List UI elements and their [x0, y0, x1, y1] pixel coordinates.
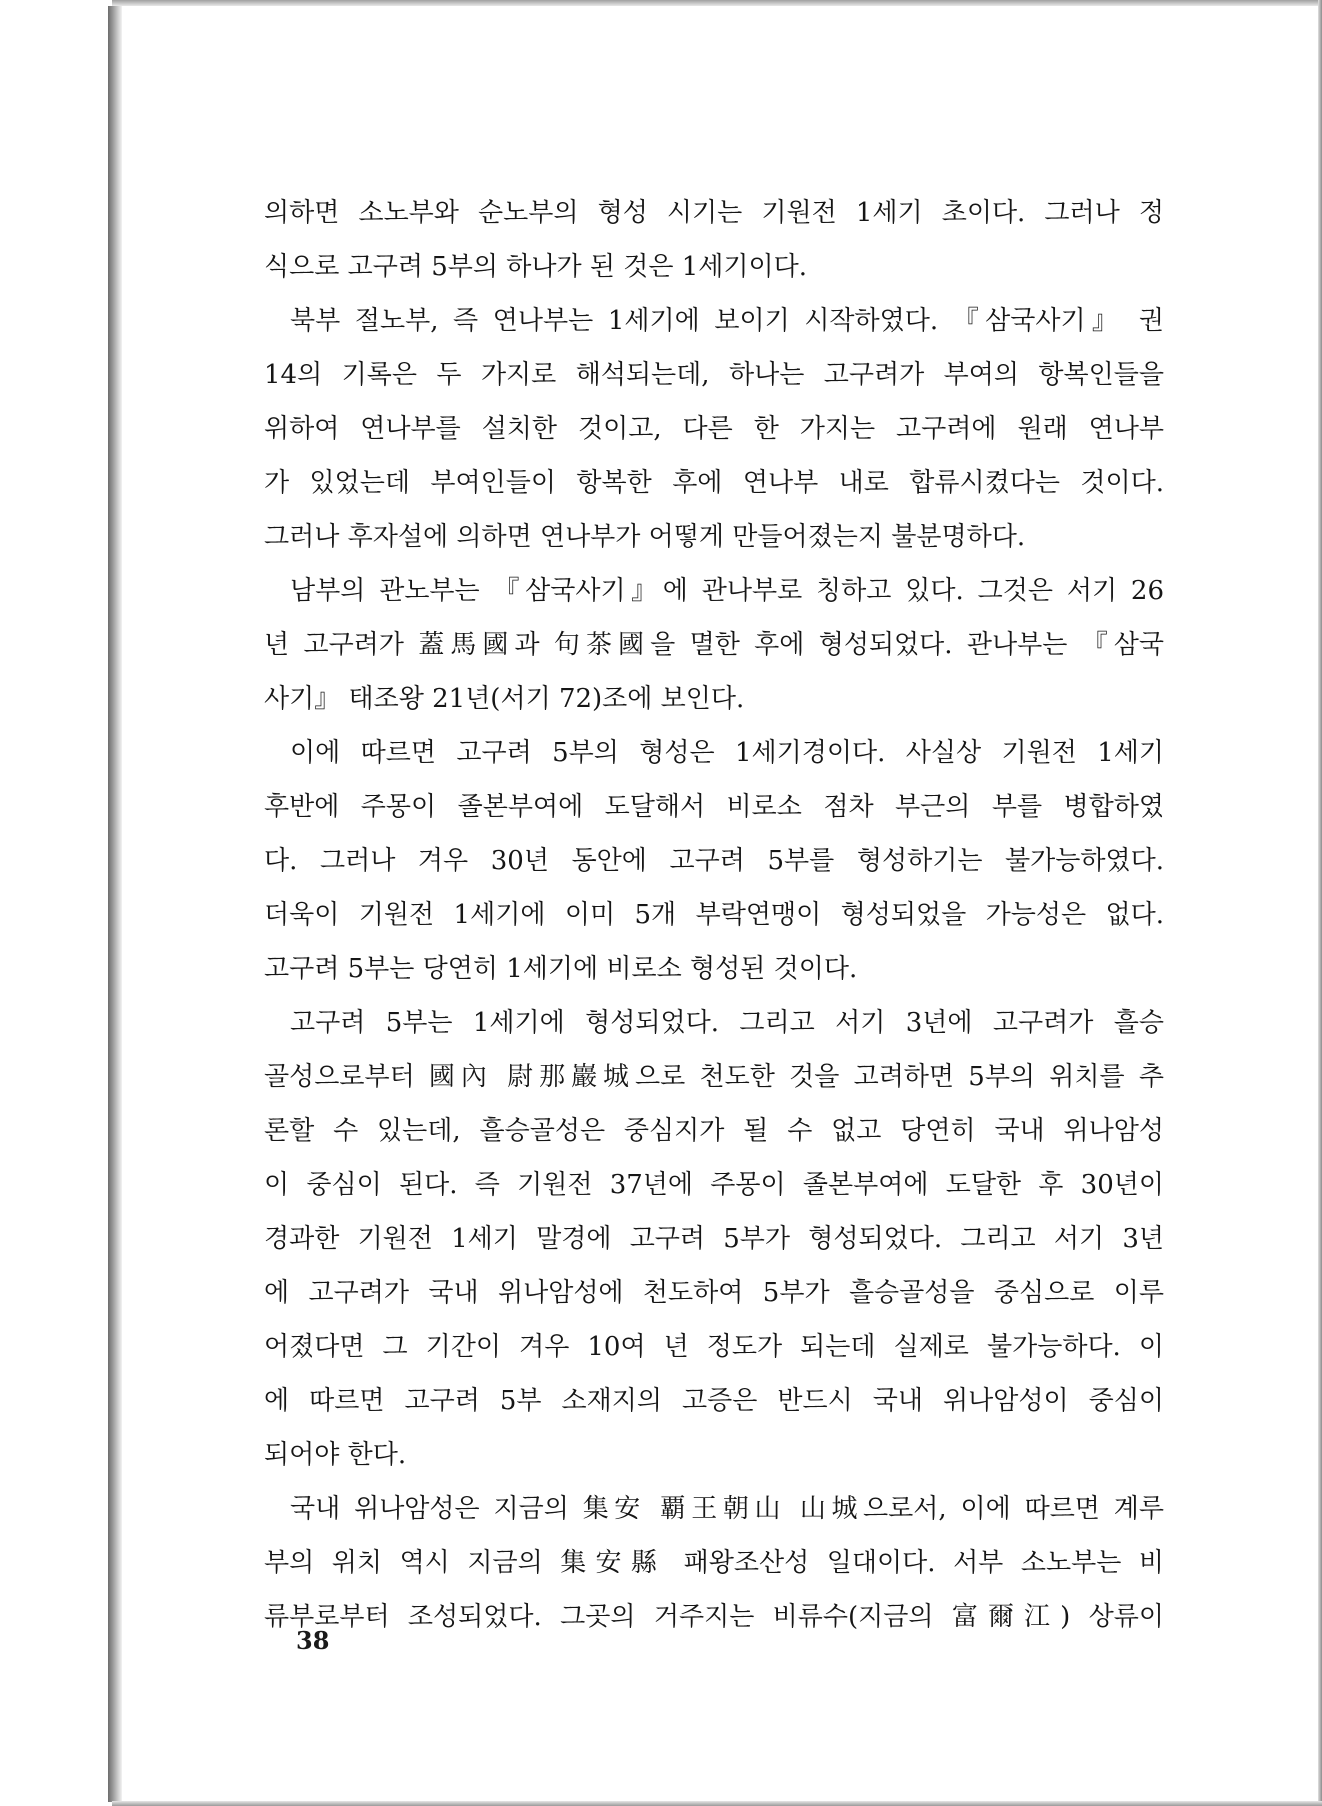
- text-line: 류부로부터 조성되었다. 그곳의 거주지는 비류수(지금의 富爾江) 상류이: [264, 1602, 1164, 1632]
- text-line: 그러나 후자설에 의하면 연나부가 어떻게 만들어졌는지 불분명하다.: [264, 522, 1026, 552]
- text-line: 년 고구려가 蓋馬國과 句茶國을 멸한 후에 형성되었다. 관나부는 『삼국: [264, 630, 1164, 660]
- text-line: 되어야 한다.: [264, 1440, 407, 1470]
- text-line: 후반에 주몽이 졸본부여에 도달해서 비로소 점차 부근의 부를 병합하였: [264, 792, 1164, 822]
- text-line: 골성으로부터 國內 尉那巖城으로 천도한 것을 고려하면 5부의 위치를 추: [264, 1062, 1164, 1092]
- paragraph: [264, 996, 1164, 1482]
- paragraph: [264, 1482, 1164, 1644]
- text-line: 어졌다면 그 기간이 겨우 10여 년 정도가 되는데 실제로 불가능하다. 이: [264, 1332, 1164, 1362]
- text-line: 가 있었는데 부여인들이 항복한 후에 연나부 내로 합류시켰다는 것이다.: [264, 468, 1164, 498]
- text-line: 의하면 소노부와 순노부의 형성 시기는 기원전 1세기 초이다. 그러나 정: [264, 198, 1164, 228]
- text-line: 부의 위치 역시 지금의 集安縣 패왕조산성 일대이다. 서부 소노부는 비: [264, 1548, 1164, 1578]
- text-line: 국내 위나암성은 지금의 集安 覇王朝山 山城으로서, 이에 따르면 계루: [290, 1494, 1164, 1524]
- text-line: 경과한 기원전 1세기 말경에 고구려 5부가 형성되었다. 그리고 서기 3년: [264, 1224, 1164, 1254]
- text-line: 론할 수 있는데, 흘승골성은 중심지가 될 수 없고 당연히 국내 위나암성: [264, 1116, 1164, 1146]
- text-line: 식으로 고구려 5부의 하나가 된 것은 1세기이다.: [264, 252, 808, 282]
- text-line: 고구려 5부는 당연히 1세기에 비로소 형성된 것이다.: [264, 954, 858, 984]
- text-line: 위하여 연나부를 설치한 것이고, 다른 한 가지는 고구려에 원래 연나부: [264, 414, 1164, 444]
- paragraph: [264, 186, 1164, 294]
- text-line: 사기』 태조왕 21년(서기 72)조에 보인다.: [264, 684, 745, 714]
- page-right-edge: [1318, 0, 1322, 1806]
- page-bottom-edge: [112, 1801, 1322, 1806]
- paragraph: [264, 294, 1164, 564]
- text-line: 다. 그러나 겨우 30년 동안에 고구려 5부를 형성하기는 불가능하였다.: [264, 846, 1164, 876]
- text-line: 이에 따르면 고구려 5부의 형성은 1세기경이다. 사실상 기원전 1세기: [290, 738, 1164, 768]
- body-text: [264, 186, 1164, 1644]
- text-line: 14의 기록은 두 가지로 해석되는데, 하나는 고구려가 부여의 항복인들을: [264, 360, 1164, 390]
- page-number: 38: [296, 1626, 330, 1655]
- paragraph: [264, 726, 1164, 996]
- text-line: 북부 절노부, 즉 연나부는 1세기에 보이기 시작하였다. 『삼국사기』 권: [290, 306, 1164, 336]
- text-line: 에 고구려가 국내 위나암성에 천도하여 5부가 흘승골성을 중심으로 이루: [264, 1278, 1164, 1308]
- text-line: 에 따르면 고구려 5부 소재지의 고증은 반드시 국내 위나암성이 중심이: [264, 1386, 1164, 1416]
- text-line: 남부의 관노부는 『삼국사기』에 관나부로 칭하고 있다. 그것은 서기 26: [290, 576, 1164, 606]
- page-top-edge: [112, 0, 1322, 6]
- text-line: 이 중심이 된다. 즉 기원전 37년에 주몽이 졸본부여에 도달한 후 30년이: [264, 1170, 1164, 1200]
- text-line: 고구려 5부는 1세기에 형성되었다. 그리고 서기 3년에 고구려가 흘승: [290, 1008, 1164, 1038]
- text-line: 더욱이 기원전 1세기에 이미 5개 부락연맹이 형성되었을 가능성은 없다.: [264, 900, 1164, 930]
- book-spine-shadow: [108, 6, 122, 1802]
- paragraph: [264, 564, 1164, 726]
